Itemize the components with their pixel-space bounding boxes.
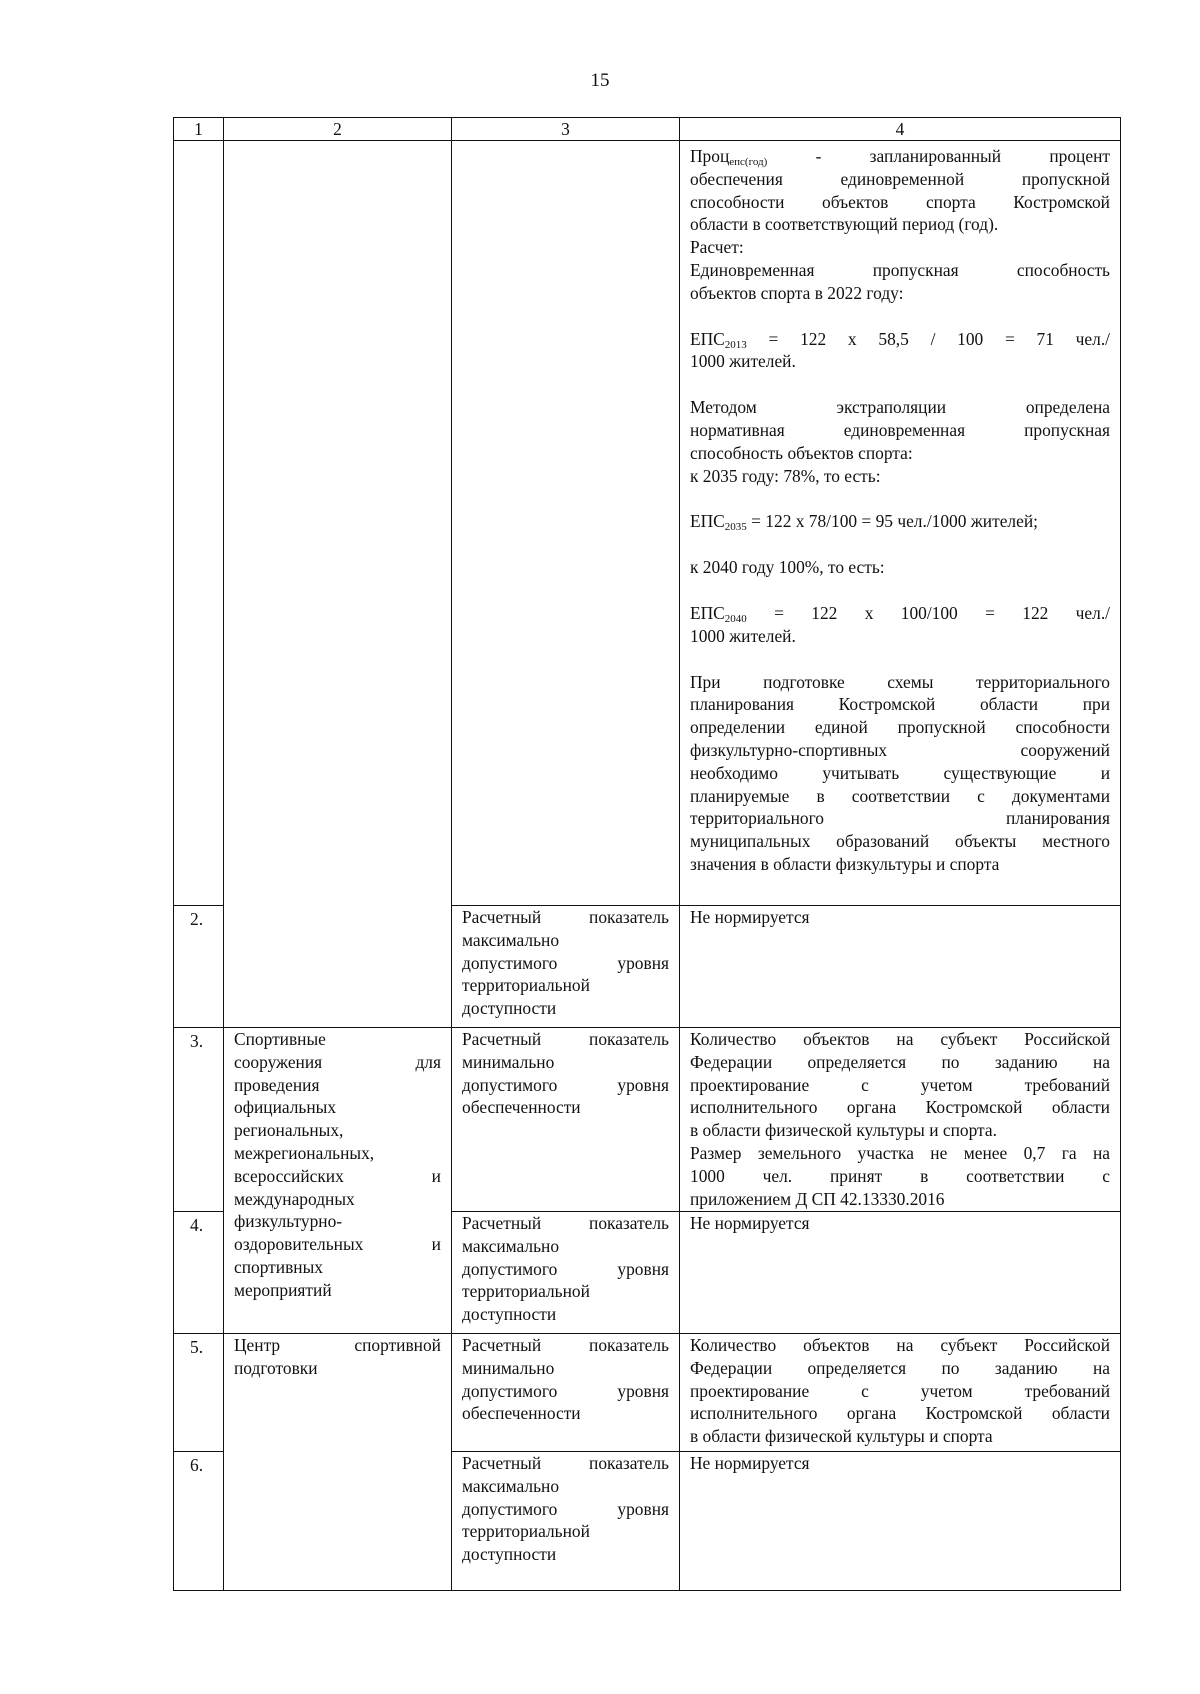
text-line: максимально <box>462 1475 560 1496</box>
text-line: допустимого уровня <box>462 1074 669 1095</box>
row-3-4-object-cell <box>224 1028 452 1334</box>
text-line: Расчетный показатель <box>462 1335 669 1355</box>
text-line: физкультурно- <box>234 1211 343 1232</box>
text-line: обеспеченности <box>462 1097 581 1118</box>
row-4-number: 4. <box>174 1212 224 1334</box>
text-line: Расчетный показатель <box>462 1029 669 1049</box>
header-row <box>174 118 1121 141</box>
text-line: Федерации определяется по заданию на <box>690 1051 1110 1072</box>
text-line: исполнительного органа Костромской области <box>690 1097 1110 1118</box>
row-1-2-object-cell <box>224 141 452 1028</box>
text-line: области в соответствующий период (год). <box>690 214 999 235</box>
header-col-3: 3 <box>452 118 680 141</box>
text-line: территориального планирования <box>690 808 1110 829</box>
table-row-3 <box>174 1028 1121 1212</box>
text-line: нормативная единовременная пропускная <box>690 419 1110 440</box>
table-row-1 <box>174 141 1121 906</box>
row-5-6-object-cell <box>224 1334 452 1591</box>
text-line: минимально <box>462 1357 555 1378</box>
row-6-value-cell <box>680 1452 1121 1591</box>
header-col-1: 1 <box>174 118 224 141</box>
row-4-value-cell <box>680 1212 1121 1334</box>
text-line: минимально <box>462 1051 555 1072</box>
text-line: проектирование с учетом требований <box>690 1074 1110 1095</box>
text-line: Не нормируется <box>690 1453 810 1473</box>
text-line: Расчет: <box>690 237 744 258</box>
text-line: допустимого уровня <box>462 1498 669 1519</box>
text-line: планирования Костромской области при <box>690 694 1110 715</box>
text-line: Не нормируется <box>690 907 810 927</box>
row-1-number <box>174 141 224 906</box>
text-line: доступности <box>462 1304 557 1325</box>
row-5-number: 5. <box>174 1334 224 1452</box>
text-line: Расчетный показатель <box>462 1213 669 1233</box>
text-line: способности объектов спорта Костромской <box>690 191 1110 212</box>
page-number: 15 <box>590 70 610 91</box>
text-line: допустимого уровня <box>462 1258 669 1279</box>
text-line: в области физической культуры и спорта <box>690 1426 993 1447</box>
row-3-indicator-cell <box>452 1028 680 1212</box>
text-line: определении единой пропускной способности <box>690 717 1110 738</box>
text-line: допустимого уровня <box>462 952 669 973</box>
text-line: Не нормируется <box>690 1213 810 1233</box>
text-line: максимально <box>462 929 560 950</box>
text-line: территориальной <box>462 1521 590 1542</box>
text-line: оздоровительных и <box>234 1234 441 1255</box>
eps-2013-formula: $ЕПС_{2013} = 122$ х 58,5 / 100 = 71 чел./ <box>690 328 1110 351</box>
row-5-indicator-cell <box>452 1334 680 1452</box>
row-2-number: 2. <box>174 906 224 1028</box>
eps-2035-formula: $ЕПС_{2035} = 122$ х 78/100 = 95 чел./1000 жителей; <box>690 511 1038 534</box>
text-line: к 2035 году: 78%, то есть: <box>690 465 881 486</box>
text-line: планируемые в соответствии с документами <box>690 785 1110 806</box>
text-line: территориальной <box>462 1281 590 1302</box>
text-line: обеспеченности <box>462 1403 581 1424</box>
text-line: муниципальных образований объекты местного <box>690 831 1110 852</box>
text-line: максимально <box>462 1235 560 1256</box>
text-line: физкультурно-спортивных сооружений <box>690 739 1110 760</box>
text-line: При подготовке схемы территориального <box>690 671 1110 692</box>
text-line: объектов спорта в 2022 году: <box>690 282 904 303</box>
text-line: Количество объектов на субъект Российской <box>690 1029 1110 1049</box>
normative-table <box>173 117 1121 1591</box>
text-line: международных <box>234 1188 355 1209</box>
text-line: 1000 жителей. <box>690 625 796 646</box>
text-line: в области физической культуры и спорта. <box>690 1120 997 1141</box>
text-line: доступности <box>462 998 557 1019</box>
text-line: способность объектов спорта: <box>690 442 913 463</box>
text-line: приложением Д СП 42.13330.2016 <box>690 1188 945 1209</box>
text-line: допустимого уровня <box>462 1380 669 1401</box>
text-line: Единовременная пропускная способность <box>690 259 1110 280</box>
text-line: значения в области физкультуры и спорта <box>690 853 1000 874</box>
table-row-5 <box>174 1334 1121 1452</box>
text-line: межрегиональных, <box>234 1142 375 1163</box>
text-line: региональных, <box>234 1120 344 1141</box>
text-line: Методом экстраполяции определена <box>690 397 1110 418</box>
text-line: обеспечения единовременной пропускной <box>690 168 1110 189</box>
row-6-number: 6. <box>174 1452 224 1591</box>
row-1-indicator-cell <box>452 141 680 906</box>
text-line: территориальной <box>462 975 590 996</box>
text-line: к 2040 году 100%, то есть: <box>690 557 885 578</box>
eps-2040-formula: $ЕПС_{2040} = 122$ х 100/100 = 122 чел./ <box>690 602 1110 625</box>
text-line: 1000 жителей. <box>690 351 796 372</box>
row-2-value-cell <box>680 906 1121 1028</box>
text-line: исполнительного органа Костромской области <box>690 1403 1110 1424</box>
row-4-indicator-cell <box>452 1212 680 1334</box>
text-line: подготовки <box>234 1357 318 1378</box>
text-line: мероприятий <box>234 1279 332 1300</box>
text-line: Центр спортивной <box>234 1335 441 1355</box>
text-line: необходимо учитывать существующие и <box>690 762 1110 783</box>
text-line: Спортивные <box>234 1029 326 1049</box>
row-6-indicator-cell <box>452 1452 680 1591</box>
text-line: Расчетный показатель <box>462 1453 669 1473</box>
text-line: всероссийских и <box>234 1165 441 1186</box>
text-line: Количество объектов на субъект Российской <box>690 1335 1110 1355</box>
row-1-value-cell <box>680 141 1121 906</box>
header-col-2: 2 <box>224 118 452 141</box>
text-line: Расчетный показатель <box>462 907 669 927</box>
text-line: Размер земельного участка не менее 0,7 га на <box>690 1142 1110 1163</box>
text-line: доступности <box>462 1544 557 1565</box>
row-3-number: 3. <box>174 1028 224 1212</box>
row-5-value-cell <box>680 1334 1121 1452</box>
text-line: сооружения для <box>234 1051 441 1072</box>
text-line: Федерации определяется по заданию на <box>690 1357 1110 1378</box>
row-3-value-cell <box>680 1028 1121 1212</box>
text-line: официальных <box>234 1097 337 1118</box>
header-col-4: 4 <box>680 118 1121 141</box>
row-2-indicator-cell <box>452 906 680 1028</box>
text-line: проведения <box>234 1074 320 1095</box>
text-line: спортивных <box>234 1256 323 1277</box>
text-line: Проц$_{епс(год)}$ - запланированный процент <box>690 146 1110 168</box>
text-line: 1000 чел. принят в соответствии с <box>690 1165 1110 1186</box>
text-line: проектирование с учетом требований <box>690 1380 1110 1401</box>
